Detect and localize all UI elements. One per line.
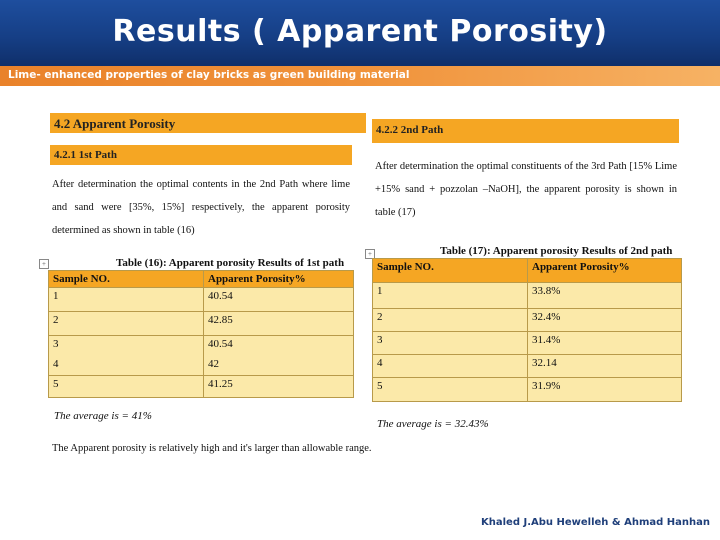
table-row [49,336,354,356]
table-move-handle-left[interactable]: + [39,259,49,269]
slide-title: Results ( Apparent Porosity) [112,14,608,49]
title-bar [0,0,720,66]
table-row [373,378,682,402]
paragraph-left: After determination the optimal contents in the 2nd Path where lime and sand were [35%, 15%] respectively, the apparent porosity determined as shown in table (16) [52,179,350,236]
subsection-heading-right: 4.2.2 2nd Path [376,124,444,136]
table-cell: 41.25 [204,376,354,398]
column-header: Sample NO. [373,259,528,283]
subsection-heading-left: 4.2.1 1st Path [54,149,117,161]
table-cell: 40.54 [204,336,354,356]
footer-authors: Khaled J.Abu Hewelleh & Ahmad Hanhan [481,517,710,528]
column-header: Apparent Porosity% [528,259,682,283]
average-right: The average is = 32.43% [377,418,489,430]
table-row [373,309,682,332]
table-cell: 42 [204,356,354,376]
table-cell: 2 [49,312,204,336]
table-cell: 32.4% [528,309,682,332]
table-row [49,288,354,312]
table-header-row [49,271,354,288]
column-header: Apparent Porosity% [204,271,354,288]
porosity-table-right [372,258,682,402]
table-cell: 42.85 [204,312,354,336]
table-cell: 31.9% [528,378,682,402]
table-cell: 31.4% [528,332,682,355]
table-row [373,283,682,309]
porosity-note: The Apparent porosity is relatively high and it's larger than allowable range. [52,443,372,454]
table-row [49,312,354,336]
table-cell: 5 [49,376,204,398]
table-cell: 4 [373,355,528,378]
table-row [373,332,682,355]
subsection-heading-bar-left [50,145,352,165]
table-move-handle-right[interactable]: + [365,249,375,259]
porosity-table-left [48,270,354,398]
table-cell: 40.54 [204,288,354,312]
table-caption-left: Table (16): Apparent porosity Results of 1st path [116,257,345,269]
table-cell: 3 [49,336,204,356]
table-cell: 32.14 [528,355,682,378]
table-row [49,376,354,398]
section-heading: 4.2 Apparent Porosity [54,116,176,131]
slide-subtitle: Lime- enhanced properties of clay bricks as green building material [8,69,410,81]
paragraph-right: After determination the optimal constituents of the 3rd Path [15% Lime +15% sand + pozzolan –NaOH], the apparent porosity is shown in table (17) [375,161,677,218]
table-row [49,356,354,376]
average-left: The average is = 41% [54,410,152,422]
column-header: Sample NO. [49,271,204,288]
table-cell: 5 [373,378,528,402]
table-caption-right: Table (17): Apparent porosity Results of 2nd path [440,245,673,257]
table-cell: 3 [373,332,528,355]
subsection-heading-bar-right [372,119,679,143]
section-heading-bar [50,113,366,133]
table-cell: 2 [373,309,528,332]
table-header-row [373,259,682,283]
table-cell: 1 [49,288,204,312]
table-cell: 33.8% [528,283,682,309]
table-row [373,355,682,378]
table-cell: 1 [373,283,528,309]
table-cell: 4 [49,356,204,376]
subtitle-bar [0,66,720,86]
